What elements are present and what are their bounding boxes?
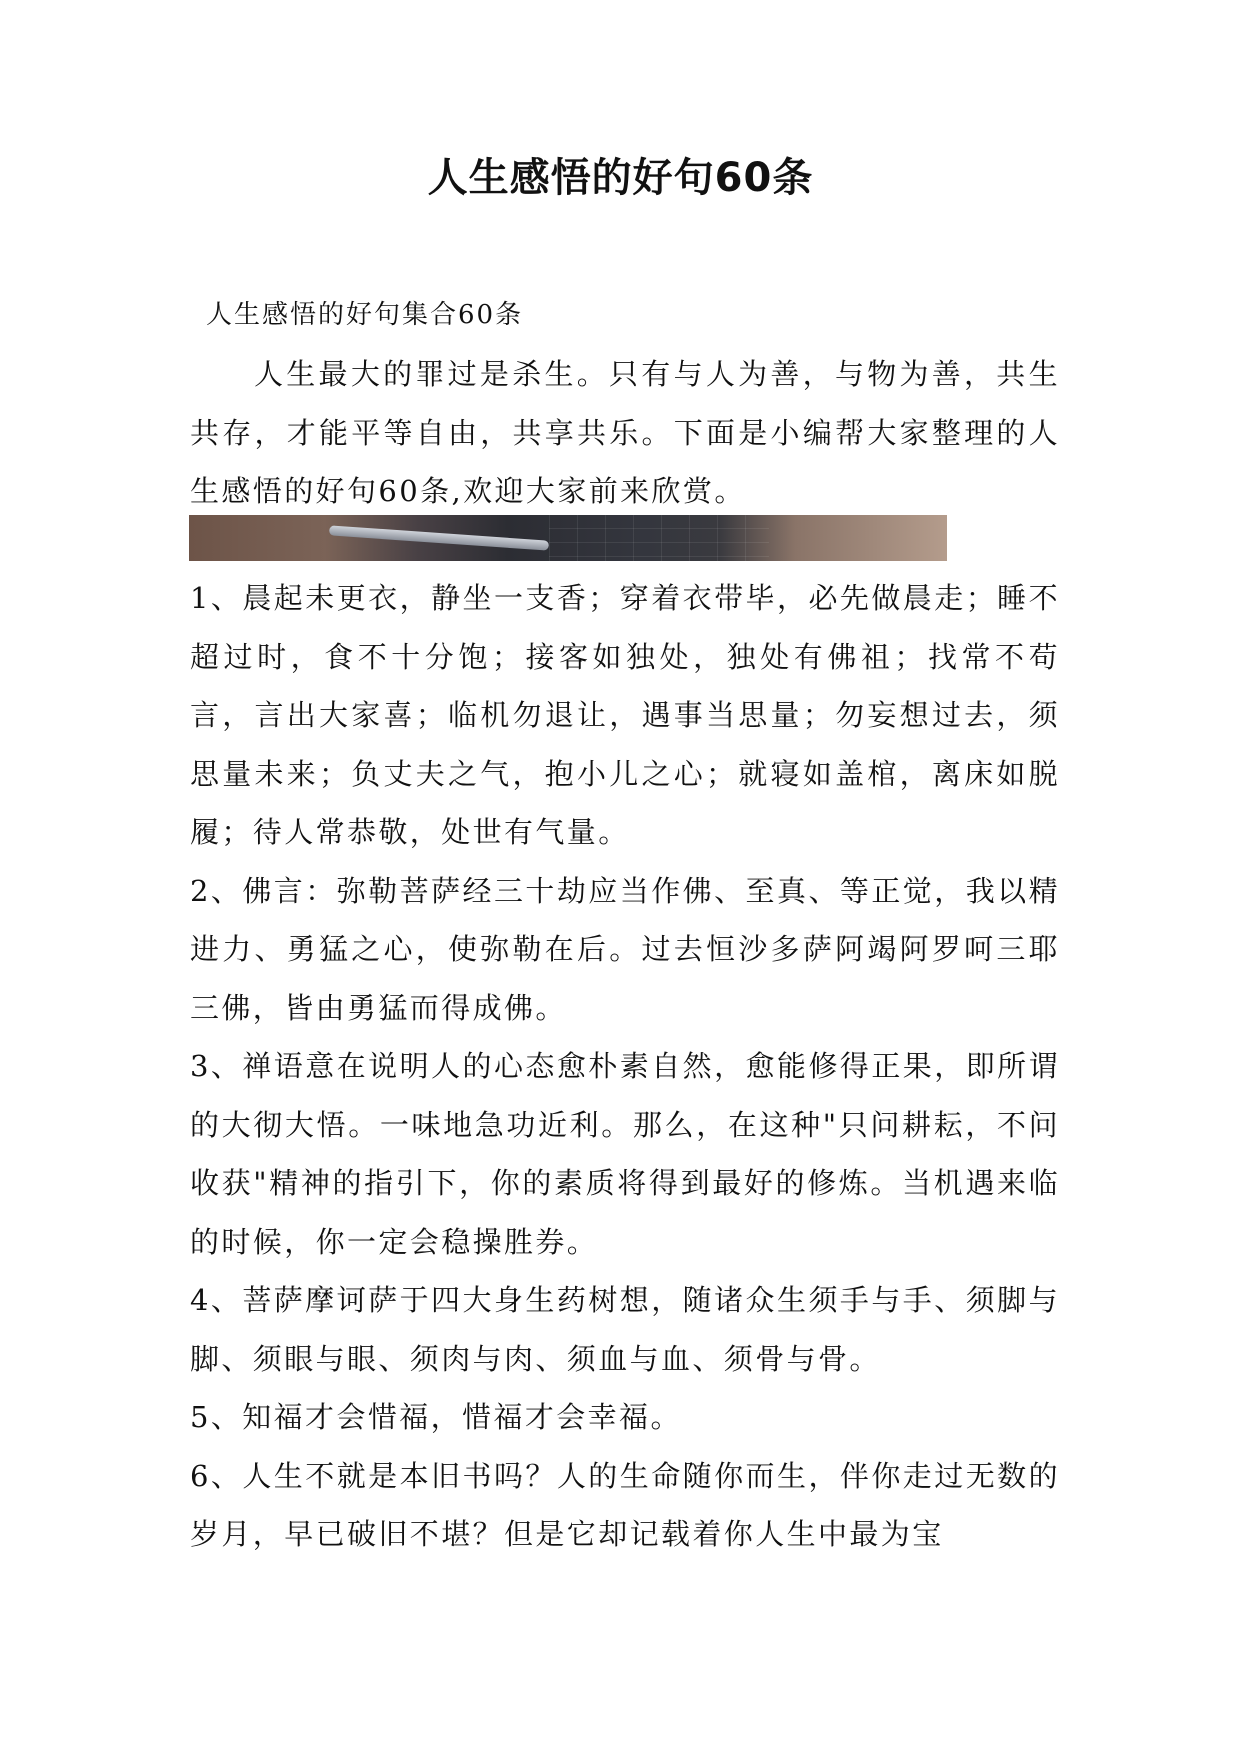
photo-handrail — [329, 525, 549, 550]
list-item: 2、佛言：弥勒菩萨经三十劫应当作佛、至真、等正觉，我以精进力、勇猛之心，使弥勒在后。过去恒沙多萨阿竭阿罗呵三耶三佛，皆由勇猛而得成佛。 — [190, 873, 1060, 1025]
list-item: 6、人生不就是本旧书吗？人的生命随你而生，伴你走过无数的岁月，早已破旧不堪？但是它却记载着你人生中最为宝 — [190, 1458, 1060, 1551]
list-item: 1、晨起未更衣，静坐一支香；穿着衣带毕，必先做晨走；睡不超过时，食不十分饱；接客如独处，独处有佛祖；找常不苟言，言出大家喜；临机勿退让，遇事当思量；勿妄想过去，须思量未来；负丈夫之气，抱小儿之心；就寝如盖棺，离床如脱履；待人常恭敬，处世有气量。 — [190, 581, 1060, 849]
document-title: 人生感悟的好句60条 — [427, 155, 814, 201]
document-subtitle: 人生感悟的好句集合60条 — [206, 300, 524, 330]
photo-tiles — [549, 515, 769, 561]
list-item: 3、禅语意在说明人的心态愈朴素自然，愈能修得正果，即所谓的大彻大悟。一味地急功近利。那么，在这种"只问耕耘，不问收获"精神的指引下，你的素质将得到最好的修炼。当机遇来临的时候，你一定会稳操胜券。 — [190, 1049, 1060, 1259]
intro-paragraph: 人生最大的罪过是杀生。只有与人为善，与物为善，共生共存，才能平等自由，共享共乐。下面是小编帮大家整理的人生感悟的好句60条,欢迎大家前来欣赏。 — [190, 357, 1060, 508]
quote-list — [190, 569, 1060, 1564]
cropped-photo — [189, 515, 947, 561]
list-item: 4、菩萨摩诃萨于四大身生药树想，随诸众生须手与手、须脚与脚、须眼与眼、须肉与肉、须血与血、须骨与骨。 — [190, 1283, 1060, 1376]
list-item: 5、知福才会惜福，惜福才会幸福。 — [190, 1400, 682, 1434]
